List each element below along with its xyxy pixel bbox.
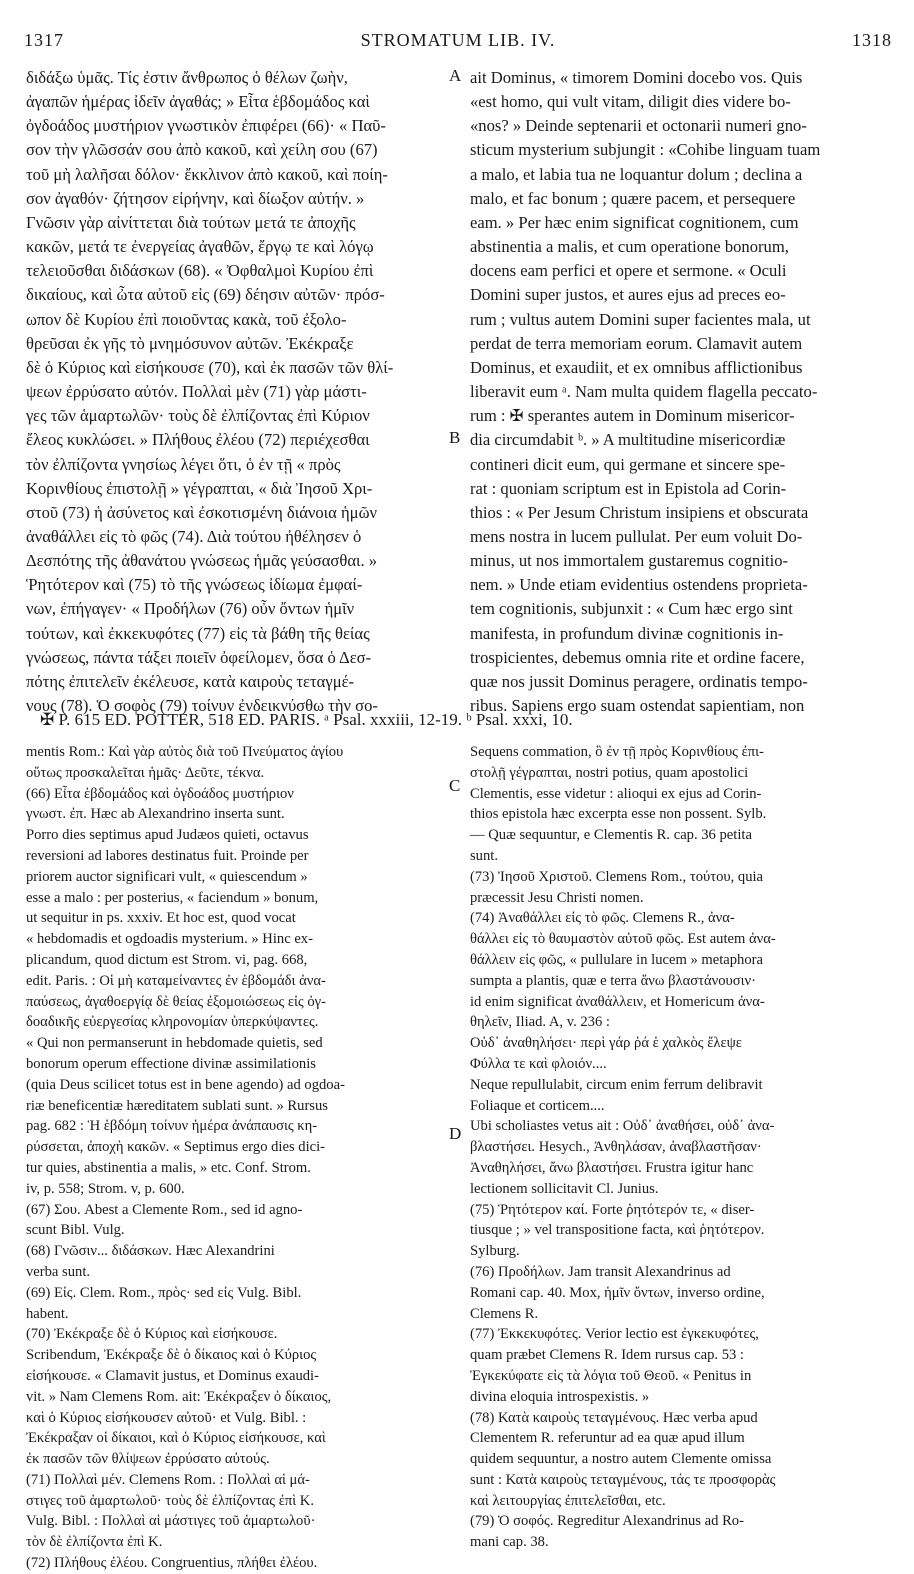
note-line: Ubi scholiastes vetus ait : Οὐδ᾽ ἀναθήσει, οὐδ᾽ ἀνα- bbox=[470, 1118, 775, 1135]
greek-text-line: ἀναθάλλει εἰς τὸ φῶς (74). Διὰ τούτου ἠθέλησεν ὁ bbox=[26, 526, 362, 546]
margin-marker-a: A bbox=[449, 66, 462, 85]
note-line: tur quies, abstinentia a malis, » etc. Conf. Strom. bbox=[26, 1159, 311, 1176]
latin-text-line: rum ; vultus autem Domini super facientes mala, ut bbox=[470, 309, 811, 329]
note-line: Φύλλα τε καὶ φλοιόν.... bbox=[470, 1055, 607, 1072]
note-line: mentis Rom.: Καὶ γὰρ αὐτὸς διὰ τοῦ Πνεύματος ἁγίου bbox=[26, 744, 344, 760]
greek-text-line: δὲ ὁ Κύριος καὶ εἰσήκουσε (70), καὶ ἐκ πασῶν τῶν θλί- bbox=[26, 357, 394, 377]
note-line: παύσεως, ἀγαθοεργίᾳ δὲ θείας ἐξομοιώσεως εἰς ὀγ- bbox=[26, 993, 326, 1010]
note-line: scunt Bibl. Vulg. bbox=[26, 1222, 125, 1239]
greek-text-line: ὀγδοάδος μυστήριον γνωστικὸν ἐπιφέρει (66)· « Παῦ- bbox=[26, 116, 386, 136]
edition-reference-line: ✠ P. 615 ED. POTTER, 518 ED. PARIS. ᵃ Psal. xxxiii, 12-19. ᵇ Psal. xxxi, 10. bbox=[40, 710, 573, 729]
note-line: Vulg. Bibl. : Πολλαὶ αἱ μάστιγες τοῦ ἁμαρτωλοῦ· bbox=[26, 1513, 316, 1530]
greek-text-line: διδάξω ὑμᾶς. Τίς ἐστιν ἄνθρωπος ὁ θέλων ζωὴν, bbox=[26, 68, 348, 87]
latin-text-line: a malo, et labia tua ne loquantur dolum ; declina a bbox=[470, 164, 803, 184]
latin-text-line: rum : ✠ sperantes autem in Dominum misericor- bbox=[470, 406, 795, 426]
note-line: habent. bbox=[26, 1305, 69, 1322]
note-line: « hebdomadis et ogdoadis mysterium. » Hinc ex- bbox=[26, 931, 313, 948]
latin-text-line: Dominus, et exaudiit, et ex omnibus afflictionibus bbox=[470, 357, 803, 377]
note-line: sunt : Κατὰ καιροὺς τεταγμένους, τάς τε προσφορὰς bbox=[470, 1471, 776, 1488]
greek-text-line: δικαίους, καὶ ὦτα αὐτοῦ εἰς (69) δέησιν αὐτῶν· πρόσ- bbox=[26, 285, 385, 305]
note-line: ἐκ πασῶν τῶν θλίψεων ἐρρύσατο αὐτούς. bbox=[26, 1451, 270, 1468]
latin-text-line: liberavit eum ᵃ. Nam multa quidem flagella peccato- bbox=[470, 382, 818, 402]
latin-text-line: ait Dominus, « timorem Domini docebo vos. Quis bbox=[470, 68, 803, 87]
latin-text-line: thios : « Per Jesum Christum insipiens et obscurata bbox=[470, 502, 809, 522]
note-line: edit. Paris. : Οἱ μὴ καταμείναντες ἐν ἑβδομάδι ἀνα- bbox=[26, 972, 326, 989]
note-line: divina eloquia introspexistis. » bbox=[470, 1388, 650, 1405]
note-line: quidem sequuntur, a nostro autem Clemente omissa bbox=[470, 1451, 772, 1468]
page-number-right: 1318 bbox=[852, 30, 892, 50]
note-line: lectionem sollicitavit Cl. Junius. bbox=[470, 1180, 659, 1197]
greek-text-line: ψεων ἐρρύσατο αὐτόν. Πολλαὶ μὲν (71) γὰρ μάστι- bbox=[26, 382, 367, 402]
note-line: verba sunt. bbox=[26, 1263, 91, 1280]
greek-text-line: Δεσπότης τῆς ἀθανάτου γνώσεως ἡμᾶς γεύσασθαι. » bbox=[26, 551, 378, 571]
note-line: (67) Σου. Abest a Clemente Rom., sed id agno- bbox=[26, 1201, 303, 1218]
latin-text-line: eam. » Per hæc enim significat cognitionem, cum bbox=[470, 212, 799, 232]
note-line: Οὐδ᾽ ἀναθηλήσει· περὶ γάρ ῥά ἑ χαλκὸς ἔλεψε bbox=[470, 1035, 742, 1052]
note-line: pag. 682 : Ἡ ἑβδόμη τοίνυν ἡμέρα ἀνάπαυσις κη- bbox=[26, 1118, 318, 1135]
greek-text-line: γες τῶν ἁμαρτωλῶν· τοὺς δὲ ἐλπίζοντας ἐπὶ Κύριον bbox=[26, 406, 370, 426]
note-line: (69) Εἰς. Clem. Rom., πρὸς· sed εἰς Vulg. Bibl. bbox=[26, 1284, 302, 1301]
greek-text-line: κακῶν, μετά τε ἐνεργείας ἀγαθῶν, ἔργῳ τε καὶ λόγῳ bbox=[26, 237, 374, 257]
notes-column-left bbox=[26, 742, 450, 1574]
notes-column-right bbox=[470, 742, 890, 1553]
note-line: θάλλειν εἰς φῶς, « pullulare in lucem » metaphora bbox=[470, 951, 763, 968]
note-line: bonorum operum effectione divinæ assimilationis bbox=[26, 1055, 316, 1072]
note-line: Sylburg. bbox=[470, 1243, 520, 1260]
greek-text-line: θρεῦσαι ἐκ γῆς τὸ μνημόσυνον αὐτῶν. Ἐκέκραξε bbox=[26, 333, 354, 353]
latin-text-line: mens nostra in lucem pullulat. Per eum voluit Do- bbox=[470, 526, 803, 546]
greek-text-line: τελειοῦσθαι διδάσκων (68). « Ὀφθαλμοὶ Κυρίου ἐπὶ bbox=[26, 261, 374, 281]
note-line: quam præbet Clemens R. Idem rursus cap. 53 : bbox=[470, 1347, 744, 1364]
margin-marker-c: C bbox=[449, 776, 461, 795]
note-line: τὸν δὲ ἐλπίζοντα ἐπὶ Κ. bbox=[26, 1534, 163, 1551]
latin-text-line: «nos? » Deinde septenarii et octonarii numeri gno- bbox=[470, 116, 807, 136]
note-line: Ἐκέκραξαν οἱ δίκαιοι, καὶ ὁ Κύριος εἰσήκουσε, καὶ bbox=[26, 1430, 326, 1447]
greek-text-line: τούτων, καὶ ἐκκεκυφότες (77) εἰς τὰ βάθη τῆς θείας bbox=[26, 623, 370, 643]
latin-text-line: sticum mysterium subjungit : «Cohibe linguam tuam bbox=[470, 140, 821, 160]
note-line: esse a malo : per posterius, « faciendum » bonum, bbox=[26, 889, 319, 906]
greek-text-line: στοῦ (73) ἡ ἀσύνετος καὶ ἐσκοτισμένη διάνοια ἡμῶν bbox=[26, 502, 377, 522]
note-line: Ἀναθηλήσει, ἄνω βλαστήσει. Frustra igitur hanc bbox=[470, 1159, 754, 1176]
note-line: (68) Γνῶσιν... διδάσκων. Hæc Alexandrini bbox=[26, 1243, 275, 1260]
latin-text-line: ribus. Sapiens ergo suam ostendat sapientiam, non bbox=[470, 696, 805, 716]
note-line: iv, p. 558; Strom. v, p. 600. bbox=[26, 1180, 185, 1197]
page-number-left: 1317 bbox=[24, 30, 64, 50]
note-line: θάλλει εἰς τὸ θαυμαστὸν αὐτοῦ φῶς. Est autem ἀνα- bbox=[470, 931, 776, 948]
note-line: στιγες τοῦ ἁμαρτωλοῦ· τοὺς δὲ ἐλπίζοντας ἐπὶ Κ. bbox=[26, 1492, 314, 1509]
margin-marker-b: B bbox=[449, 428, 461, 447]
note-line: βλαστήσει. Hesych., Ἀνθηλάσαν, ἀναβλαστῆσαν· bbox=[470, 1139, 762, 1156]
greek-text-line: τοῦ μὴ λαλῆσαι δόλον· ἔκκλινον ἀπὸ κακοῦ, καὶ ποίη- bbox=[26, 164, 388, 184]
note-line: οὕτως προσκαλεῖται ἡμᾶς· Δεῦτε, τέκνα. bbox=[26, 764, 265, 781]
note-line: Romani cap. 40. Mox, ἡμῖν ὄντων, inverso ordine, bbox=[470, 1284, 765, 1301]
latin-text-line: manifesta, in profundum divinæ cognitionis in- bbox=[470, 623, 784, 643]
latin-text-line: docens eam perfici et opere et sermone. « Oculi bbox=[470, 261, 787, 281]
note-line: riæ beneficentiæ hæreditatem sublati sunt. » Rursus bbox=[26, 1097, 328, 1114]
note-line: — Quæ sequuntur, e Clementis R. cap. 36 petita bbox=[470, 827, 752, 844]
note-line: (76) Προδήλων. Jam transit Alexandrinus ad bbox=[470, 1263, 731, 1280]
note-line: (75) Ῥητότερον καί. Forte ῥητότερόν τε, « diser- bbox=[470, 1201, 755, 1218]
greek-text-line: τὸν ἐλπίζοντα γνησίως λέγει ὅτι, ὁ ἐν τῇ « πρὸς bbox=[26, 454, 341, 474]
greek-text-column bbox=[26, 66, 450, 718]
latin-text-column bbox=[470, 66, 890, 718]
greek-text-line: νους (78). Ὁ σοφὸς (79) τοίνυν ἐνδεικνύσθω τὴν σο- bbox=[26, 696, 378, 716]
latin-text-line: contineri dicit eum, qui germane et sincere spe- bbox=[470, 454, 786, 474]
note-line: Neque repullulabit, circum enim ferrum delibravit bbox=[470, 1076, 763, 1093]
note-line: (72) Πλήθους ἐλέου. Congruentius, πλήθει ἐλέου. bbox=[26, 1555, 318, 1572]
latin-text-line: nem. » Unde etiam evidentius ostendens proprieta- bbox=[470, 575, 808, 595]
note-line: sumpta a plantis, quæ e terra ἄνω βλαστάνουσιν· bbox=[470, 972, 757, 989]
greek-text-line: Κορινθίους ἐπιστολῇ » γέγραπται, « διὰ Ἰησοῦ Χρι- bbox=[26, 478, 373, 498]
note-line: vit. » Nam Clemens Rom. ait: Ἐκέκραξεν ὁ δίκαιος, bbox=[26, 1388, 332, 1405]
latin-text-line: dia circumdabit ᵇ. » A multitudine misericordiæ bbox=[470, 430, 786, 450]
note-line: (77) Ἐκκεκυφότες. Verior lectio est ἐγκεκυφότες, bbox=[470, 1326, 759, 1343]
note-line: ut sequitur in ps. xxxiv. Et hoc est, quod vocat bbox=[26, 910, 296, 927]
greek-text-line: ωπον δὲ Κυρίου ἐπὶ ποιοῦντας κακὰ, τοῦ ἐξολο- bbox=[26, 309, 347, 329]
greek-text-line: ἔλεος κυκλώσει. » Πλήθους ἐλέου (72) περιέχεσθαι bbox=[26, 430, 370, 450]
note-line: Clemens R. bbox=[470, 1305, 539, 1322]
latin-text-line: tem cognitionis, subjunxit : « Cum hæc ergo sint bbox=[470, 599, 793, 619]
note-line: (quia Deus scilicet totus est in bene agendo) ad ogdoa- bbox=[26, 1076, 345, 1093]
note-line: sunt. bbox=[470, 847, 498, 864]
greek-text-line: σον τὴν γλῶσσάν σου ἀπὸ κακοῦ, καὶ χείλη σου (67) bbox=[26, 140, 378, 160]
latin-text-line: Domini super justos, et aures ejus ad preces eo- bbox=[470, 285, 786, 305]
latin-text-line: trospicientes, debemus omnia rite et ordine facere, bbox=[470, 647, 805, 667]
note-line: (74) Ἀναθάλλει εἰς τὸ φῶς. Clemens R., ἀνα- bbox=[470, 910, 735, 927]
note-line: (70) Ἐκέκραξε δὲ ὁ Κύριος καὶ εἰσήκουσε. bbox=[26, 1326, 278, 1343]
margin-marker-d: D bbox=[449, 1124, 462, 1143]
greek-text-line: Γνῶσιν γὰρ αἰνίττεται διὰ τούτων μετά τε ἀποχῆς bbox=[26, 212, 356, 232]
greek-text-line: ἀγαπῶν ἡμέρας ἰδεῖν ἀγαθάς; » Εἶτα ἑβδομάδος καὶ bbox=[26, 92, 370, 112]
note-line: καὶ λειτουργίας ἐπιτελεῖσθαι, etc. bbox=[470, 1492, 666, 1509]
note-line: εἰσήκουσε. « Clamavit justus, et Dominus exaudi- bbox=[26, 1367, 319, 1384]
running-title: STROMATUM LIB. IV. bbox=[360, 30, 556, 50]
note-line: (78) Κατὰ καιροὺς τεταγμένους. Hæc verba apud bbox=[470, 1409, 758, 1426]
note-line: Clementem R. referuntur ad ea quæ apud illum bbox=[470, 1430, 745, 1447]
note-line: reversioni ad labores destinatus fuit. Proinde per bbox=[26, 847, 309, 864]
greek-text-line: νων, ἐπήγαγεν· « Προδήλων (76) οὖν ὄντων ἡμῖν bbox=[26, 599, 355, 619]
note-line: (66) Εἶτα ἑβδομάδος καὶ ὀγδοάδος μυστήριον bbox=[26, 785, 294, 802]
note-line: priorem auctor significari vult, « quiescendum » bbox=[26, 868, 308, 885]
note-line: Clementis, esse videtur : alioqui ex ejus ad Corin- bbox=[470, 785, 762, 802]
note-line: præcessit Jesu Christi nomen. bbox=[470, 889, 644, 906]
note-line: mani cap. 38. bbox=[470, 1534, 549, 1551]
greek-text-line: Ῥητότερον καὶ (75) τὸ τῆς γνώσεως ἰδίωμα ἐμφαί- bbox=[26, 575, 363, 595]
note-line: δοαδικῆς εὐεργεσίας κληρονομίαν ὑπερκύψαντες. bbox=[26, 1014, 319, 1031]
note-line: καὶ ὁ Κύριος εἰσήκουσεν αὐτοῦ· et Vulg. Bibl. : bbox=[26, 1409, 307, 1426]
note-line: plicandum, quod dictum est Strom. vi, pag. 668, bbox=[26, 951, 308, 968]
latin-text-line: rat : quoniam scriptum est in Epistola ad Corin- bbox=[470, 478, 787, 498]
greek-text-line: γνώσεως, πάντα τάξει ποιεῖν ὀφείλομεν, ὅσα ὁ Δεσ- bbox=[26, 647, 372, 667]
note-line: tiusque ; » vel transpositione facta, καὶ ῥητότερον. bbox=[470, 1222, 765, 1239]
latin-text-line: abstinentia a malis, et cum operatione bonorum, bbox=[470, 237, 789, 257]
greek-text-line: πότης ἐπιτελεῖν ἐκέλευσε, κατὰ καιροὺς τεταγμέ- bbox=[26, 671, 355, 691]
note-line: θηλεῖν, Iliad. A, v. 236 : bbox=[470, 1014, 610, 1031]
note-line: (73) Ἰησοῦ Χριστοῦ. Clemens Rom., τούτου, quia bbox=[470, 868, 764, 885]
note-line: Porro dies septimus apud Judæos quieti, octavus bbox=[26, 827, 309, 844]
latin-text-line: quæ nos jussit Dominus peragere, ordinatis tempo- bbox=[470, 671, 808, 691]
note-line: ρύσσεται, ἀποχὴ κακῶν. « Septimus ergo dies dici- bbox=[26, 1139, 326, 1156]
note-line: Ἐγκεκύφατε εἰς τὰ λόγια τοῦ Θεοῦ. « Penitus in bbox=[470, 1367, 752, 1384]
note-line: Foliaque et corticem.... bbox=[470, 1097, 605, 1114]
latin-text-line: minus, ut nos immortalem gustaremus cognitio- bbox=[470, 551, 789, 571]
note-line: « Qui non permanserunt in hebdomade quietis, sed bbox=[26, 1035, 323, 1052]
note-line: Scribendum, Ἐκέκραξε δὲ ὁ δίκαιος καὶ ὁ Κύριος bbox=[26, 1347, 317, 1364]
latin-text-line: «est homo, qui vult vitam, diligit dies videre bo- bbox=[470, 92, 791, 112]
note-line: (71) Πολλαὶ μέν. Clemens Rom. : Πολλαὶ αἱ μά- bbox=[26, 1471, 310, 1488]
page-header bbox=[24, 30, 892, 56]
note-line: γνωστ. ἐπ. Hæc ab Alexandrino inserta sunt. bbox=[26, 806, 285, 823]
note-line: στολῇ γέγραπται, nostri potius, quam apostolici bbox=[470, 764, 749, 781]
greek-text-line: σον ἀγαθόν· ζήτησον εἰρήνην, καὶ δίωξον αὐτήν. » bbox=[26, 188, 365, 208]
note-line: id enim significat ἀναθάλλειν, et Homericum ἀνα- bbox=[470, 993, 765, 1010]
note-line: Sequens commation, ὃ ἐν τῇ πρὸς Κορινθίους ἐπι- bbox=[470, 744, 764, 760]
latin-text-line: malo, et fac bonum ; quære pacem, et persequere bbox=[470, 188, 796, 208]
latin-text-line: perdat de terra memoriam eorum. Clamavit autem bbox=[470, 333, 803, 353]
note-line: thios epistola hæc excerpta esse non possent. Sylb. bbox=[470, 806, 767, 823]
note-line: (79) Ὁ σοφός. Regreditur Alexandrinus ad Ro- bbox=[470, 1513, 744, 1530]
